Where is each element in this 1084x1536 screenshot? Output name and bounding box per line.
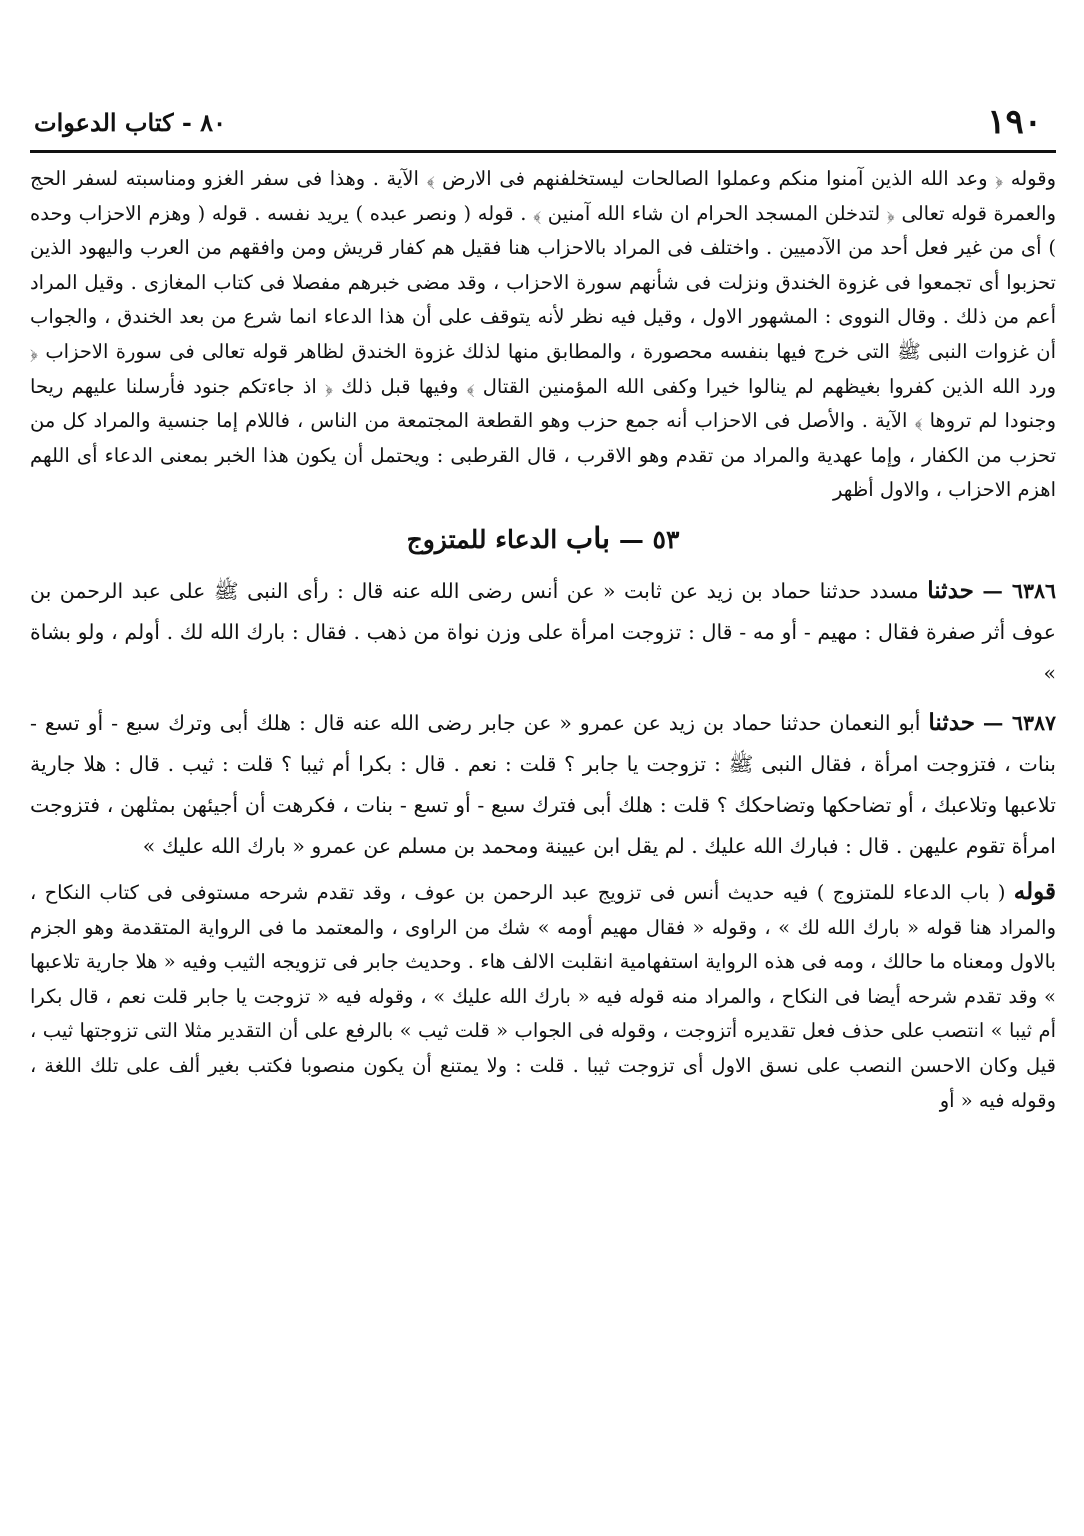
header-rule bbox=[30, 150, 1056, 153]
hadith-lead-word: حدثنا bbox=[928, 708, 976, 736]
chapter-commentary bbox=[30, 875, 1056, 1118]
page-number: ١٩٠ bbox=[987, 102, 1042, 142]
page-header bbox=[30, 92, 1056, 148]
commentary-text: ( باب الدعاء للمتزوج ) فيه حديث أنس فى تزويج عبد الرحمن بن عوف ، وقد تقدم شرحه مستوفى فى كتاب النكاح ، والمراد هنا قوله « بارك الله لك » ، وقوله « فقال مهيم أومه » شك من الراوى ، والمعتمد ما فى الرواية المتقدمة وهو الجزم بالاول ومعناه ما حالك ، ومه فى هذه الرواية استفهامية انقلبت الالف هاء . وحديث جابر فى تزويجه الثيب وفيه « هلا جارية تلاعبها » وقد تقدم شرحه أيضا فى النكاح ، والمراد منه قوله فيه « بارك الله عليك » ، وقوله فيه « تزوجت يا جابر قلت نعم ، قال بكرا أم ثيبا » انتصب على حذف فعل تقديره أتزوجت ، وقوله فى الجواب « قلت ثيب » بالرفع على أن التقدير مثلا التى تزوجتها ثيب ، قيل وكان الاحسن النصب على نسق الاول أى تزوجت ثيبا . قلت : ولا يمتنع أن يكون منصوبا فكتب بغير ألف على تلك اللغة ، وقوله فيه « أو bbox=[30, 880, 1056, 1112]
running-title: ٨٠ - كتاب الدعوات bbox=[34, 108, 226, 137]
chapter-number: ٥٣ — bbox=[618, 524, 680, 554]
hadith-text: أبو النعمان حدثنا حماد بن زيد عن عمرو « عن جابر رضى الله عنه قال : هلك أبى وترك سبع - أو تسع - بنات ، فتزوجت امرأة ، فقال النبى ﷺ : تزوجت يا جابر ؟ قلت : نعم . قال : بكرا أم ثيبا ؟ قلت : ثيب . قال : هلا جارية تلاعبها وتلاعبك ، أو تضاحكها وتضاحكك ؟ قلت : هلك أبى فترك سبع - أو تسع - بنات ، فكرهت أن أجيئهن بمثلهن ، فتزوجت امرأة تقوم عليهن . قال : فبارك الله عليك . لم يقل ابن عيينة ومحمد بن مسلم عن عمرو « بارك الله عليك » bbox=[30, 710, 1056, 858]
chapter-heading bbox=[30, 514, 1056, 562]
commentary-lead-word: قوله bbox=[1013, 877, 1056, 905]
hadith-text: مسدد حدثنا حماد بن زيد عن ثابت « عن أنس رضى الله عنه قال : رأى النبى ﷺ على عبد الرحمن بن عوف أثر صفرة فقال : مهيم - أو مه - قال : تزوجت امرأة على وزن نواة من ذهب . فقال : بارك الله لك . أولم ، ولو بشاة » bbox=[30, 578, 1056, 685]
hadith-lead-word: حدثنا bbox=[927, 576, 974, 604]
document-page bbox=[30, 92, 1056, 1118]
hadith-number: ٦٣٨٦ — bbox=[982, 578, 1056, 603]
chapter-title: الدعاء للمتزوج bbox=[406, 524, 558, 554]
hadith-6387 bbox=[30, 702, 1056, 867]
hadith-6386 bbox=[30, 570, 1056, 694]
hadith-number: ٦٣٨٧ — bbox=[982, 710, 1056, 735]
page-body bbox=[30, 148, 1056, 1118]
chapter-bab-word: باب bbox=[565, 520, 611, 555]
commentary-paragraph: وقوله ﴿ وعد الله الذين آمنوا منكم وعملوا الصالحات ليستخلفنهم فى الارض ﴾ الآية . وهذا فى سفر الغزو ومناسبته لسفر الحج والعمرة قوله تعالى ﴿ لتدخلن المسجد الحرام ان شاء الله آمنين ﴾ . قوله ( ونصر عبده ) يريد نفسه . قوله ( وهزم الاحزاب وحده ) أى من غير فعل أحد من الآدميين . واختلف فى المراد بالاحزاب هنا فقيل هم كفار قريش ومن وافقهم من العرب واليهود الذين تحزبوا أى تجمعوا فى غزوة الخندق ونزلت فى شأنهم سورة الاحزاب ، وقد مضى خبرهم مفصلا فى كتاب المغازى . وقيل المراد أعم من ذلك . وقال النووى : المشهور الاول ، وقيل فيه نظر لأنه يتوقف على أن هذا الدعاء انما شرع من بعد الخندق ، والجواب أن غزوات النبى ﷺ التى خرج فيها بنفسه محصورة ، والمطابق منها لذلك غزوة الخندق لظاهر قوله تعالى فى سورة الاحزاب ﴿ ورد الله الذين كفروا بغيظهم لم ينالوا خيرا وكفى الله المؤمنين القتال ﴾ وفيها قبل ذلك ﴿ اذ جاءتكم جنود فأرسلنا عليهم ريحا وجنودا لم تروها ﴾ الآية . والأصل فى الاحزاب أنه جمع حزب وهو القطعة المجتمعة من الناس ، فاللام إما جنسية والمراد كل من تحزب من الكفار ، وإما عهدية والمراد من تقدم وهو الاقرب ، قال القرطبى : ويحتمل أن يكون هذا الخبر بمعنى الدعاء أى اللهم اهزم الاحزاب ، والاول أظهر bbox=[30, 167, 1056, 502]
